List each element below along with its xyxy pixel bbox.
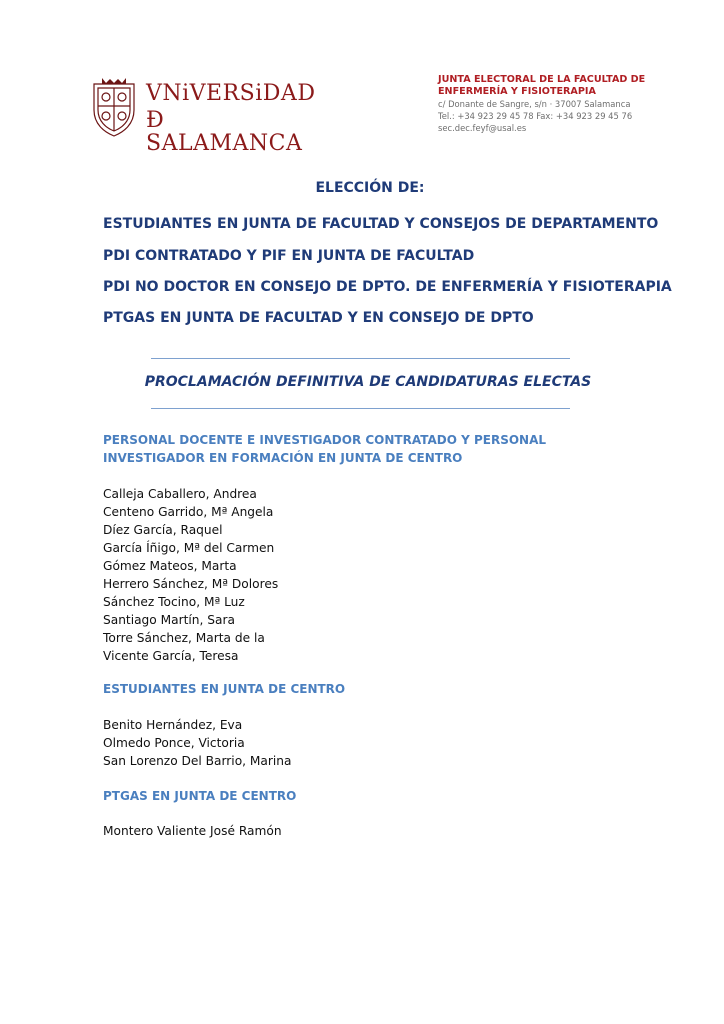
section-title-ptgas: PTGAS EN JUNTA DE CENTRO: [103, 789, 297, 803]
logo-text-line1: VNiVERSiDAD: [146, 81, 316, 106]
university-logo: [88, 74, 316, 157]
proclamation-title: PROCLAMACIÓN DEFINITIVA DE CANDIDATURAS ELECTAS: [144, 374, 592, 390]
names-list-estudiantes: [103, 716, 291, 770]
list-item: Calleja Caballero, Andrea: [103, 487, 257, 501]
list-item: García Íñigo, Mª del Carmen: [103, 541, 275, 555]
list-item: Herrero Sánchez, Mª Dolores: [103, 577, 279, 591]
list-item: Gómez Mateos, Marta: [103, 559, 237, 573]
address: c/ Donante de Sangre, s/n · 37007 Salamanca: [438, 99, 631, 109]
list-item: Díez García, Raquel: [103, 523, 223, 537]
org-name-line2: ENFERMERÍA Y FISIOTERAPIA: [438, 86, 596, 97]
contact-block: [438, 74, 708, 134]
email: sec.dec.feyf@usal.es: [438, 123, 527, 133]
section-title-pdi: PERSONAL DOCENTE E INVESTIGADOR CONTRATADO Y PERSONAL INVESTIGADOR EN FORMACIÓN EN JUNTA DE CENTRO: [103, 433, 547, 465]
election-line: PDI NO DOCTOR EN CONSEJO DE DPTO. DE ENFERMERÍA Y FISIOTERAPIA: [103, 279, 672, 295]
list-item: Santiago Martín, Sara: [103, 613, 235, 627]
org-name-line1: JUNTA ELECTORAL DE LA FACULTAD DE: [438, 74, 646, 85]
list-item: Centeno Garrido, Mª Angela: [103, 505, 274, 519]
election-block: [0, 180, 724, 326]
university-seal-icon: [88, 76, 140, 138]
section-title-estudiantes: ESTUDIANTES EN JUNTA DE CENTRO: [103, 682, 346, 696]
names-list-pdi: [103, 485, 278, 665]
list-item: Montero Valiente José Ramón: [103, 824, 282, 838]
list-item: Sánchez Tocino, Mª Luz: [103, 595, 245, 609]
election-line: PTGAS EN JUNTA DE FACULTAD Y EN CONSEJO DE DPTO: [103, 310, 534, 326]
phone-fax: Tel.: +34 923 29 45 78 Fax: +34 923 29 45 76: [438, 111, 633, 121]
election-heading: ELECCIÓN DE:: [315, 180, 425, 196]
list-item: Vicente García, Teresa: [103, 649, 239, 663]
election-line: PDI CONTRATADO Y PIF EN JUNTA DE FACULTAD: [103, 248, 475, 264]
divider-bottom: [151, 408, 570, 409]
list-item: San Lorenzo Del Barrio, Marina: [103, 754, 292, 768]
list-item: Torre Sánchez, Marta de la: [103, 631, 265, 645]
election-line: ESTUDIANTES EN JUNTA DE FACULTAD Y CONSEJOS DE DEPARTAMENTO: [103, 216, 659, 232]
logo-text-line2: Ð SALAMANCA: [146, 108, 303, 157]
names-list-ptgas: [103, 822, 282, 840]
divider-top: [151, 358, 570, 359]
list-item: Olmedo Ponce, Victoria: [103, 736, 245, 750]
list-item: Benito Hernández, Eva: [103, 718, 243, 732]
